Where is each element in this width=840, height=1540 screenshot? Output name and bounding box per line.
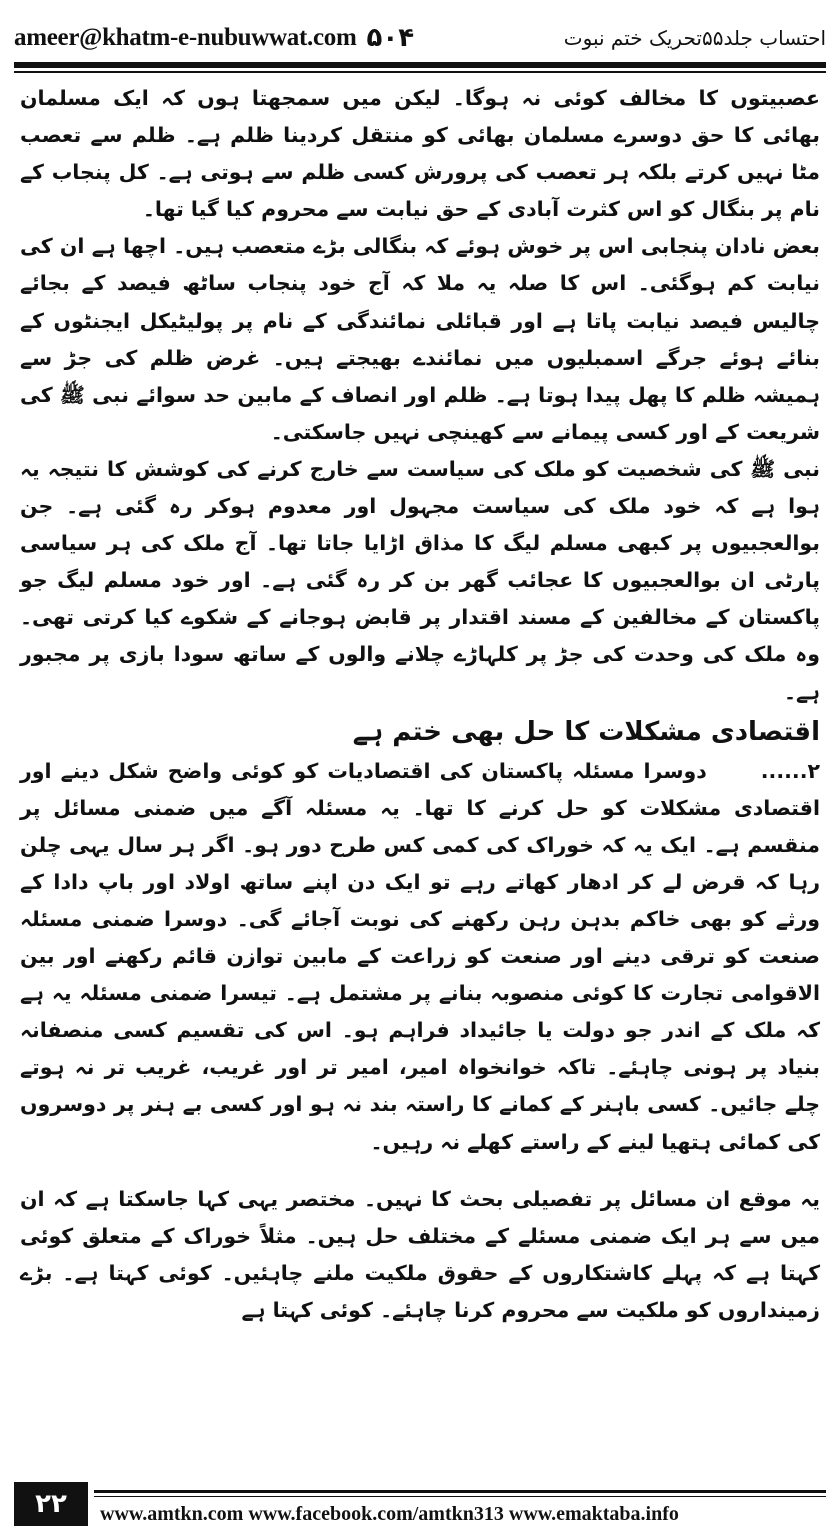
paragraph-3: نبی ﷺ کی شخصیت کو ملک کی سیاست سے خارج کرنے کی کوشش کا نتیجہ یہ ہوا ہے کہ خود ملک کی سیاست مجہول اور معدوم ہوکر رہ گئی ہے۔ جن بوالعجبیوں پر کبھی مسلم لیگ کا مذاق اڑایا جاتا تھا۔ آج ملک کی ہر سیاسی پارٹی ان بوالعجبیوں کا عجائب گھر بن کر رہ گئی ہے۔ اور خود مسلم لیگ جو پاکستان کے مخالفین کے مسند اقتدار پر قابض ہوجانے کے شکوے کیا کرتی تھی۔ وہ ملک کی وحدت کی جڑ پر کلہاڑے چلانے والوں کے ساتھ سودا بازی پر مجبور ہے۔ <box>20 456 820 704</box>
header-rule-thin <box>14 71 826 73</box>
paragraph-4-text: دوسرا مسئلہ پاکستان کی اقتصادیات کو کوئی واضح شکل دینے اور اقتصادی مشکلات کو حل کرنے کا تھا۔ یہ مسئلہ آگے میں ضمنی مسائل پر منقسم ہے۔ ایک یہ کہ خوراک کی کمی کس طرح دور ہو۔ اگر ہر سال یہی چلن رہا کہ قرض لے کر ادھار کھاتے رہے تو ایک دن اپنے ساتھ اولاد اور باپ دادا کے ورثے کو بھی خاکم بدہن رہن رکھنے کی نوبت آجائے گی۔ دوسرا ضمنی مسئلہ صنعت کو ترقی دینے اور صنعت کو زراعت کے مابین توازن قائم رکھنے اور بین الاقوامی تجارت کا کوئی منصوبہ بنانے پر مشتمل ہے۔ تیسرا ضمنی مسئلہ یہ ہے کہ ملک کے اندر جو دولت یا جائیداد فراہم ہو۔ اس کی تقسیم کسی منصفانہ بنیاد پر ہونی چاہئے۔ تاکہ خوانخواہ امیر، امیر تر اور غریب، غریب تر نہ ہوتے چلے جائیں۔ کسی باہنر کے کمانے کا راستہ بند نہ ہو اور کسی بے ہنر پر دوسروں کی کمائی ہتھیا لینے کے راستے کھلے نہ رہیں۔ <box>20 758 820 1154</box>
header-rule-thick <box>14 62 826 68</box>
footer-urls: www.amtkn.com www.facebook.com/amtkn313 www.emaktaba.info <box>100 1503 679 1525</box>
paragraph-5: یہ موقع ان مسائل پر تفصیلی بحث کا نہیں۔ مختصر یہی کہا جاسکتا ہے کہ ان میں سے ہر ایک ضمنی مسئلے کے مختلف حل ہیں۔ مثلاً خوراک کے متعلق کوئی کہتا ہے کہ پہلے کاشتکاروں کے حقوق ملکیت ملنے چاہئیں۔ کوئی کہتا ہے۔ بڑے زمینداروں کو ملکیت سے محروم کرنا چاہئے۔ کوئی کہتا ہے <box>20 1186 820 1322</box>
header-page-number: ۵۰۴ <box>366 23 415 53</box>
footer-page-number: ۲۲ <box>14 1482 88 1526</box>
footer-rule-thick <box>94 1490 826 1493</box>
header-left <box>14 23 414 53</box>
header-email: ameer@khatm-e-nubuwwat.com <box>14 24 357 51</box>
page-body <box>20 80 820 1329</box>
page-footer <box>14 1482 826 1526</box>
page-header <box>14 18 826 58</box>
paragraph-4 <box>20 753 820 1161</box>
paragraph-2: بعض نادان پنجابی اس پر خوش ہوئے کہ بنگالی بڑے متعصب ہیں۔ اچھا ہے ان کی نیابت کم ہوگئی۔ اس کا صلہ یہ ملا کہ آج خود پنجاب ساٹھ فیصد کے بجائے چالیس فیصد نیابت پاتا ہے اور قبائلی نمائندگی کے نام پر پولیٹیکل ایجنٹوں کے بنائے ہوئے جرگے اسمبلیوں میں نمائندے بھیجتے ہیں۔ غرض ظلم کی جڑ سے ہمیشہ ظلم کا پھل پیدا ہوتا ہے۔ ظلم اور انصاف کے مابین حد سوائے نبی ﷺ کی شریعت کے اور کسی پیمانے سے کھینچی نہیں جاسکتی۔ <box>20 234 820 444</box>
footer-rule-thin <box>94 1496 826 1497</box>
running-title: احتساب جلد۵۵تحریک ختم نبوت <box>563 26 826 50</box>
paragraph-spacer <box>20 1161 820 1181</box>
section-heading: اقتصادی مشکلات کا حل بھی ختم ہے <box>352 716 820 747</box>
paragraph-4-number: ۲...... <box>760 758 820 783</box>
paragraph-1: عصبیتوں کا مخالف کوئی نہ ہوگا۔ لیکن میں سمجھتا ہوں کہ ایک مسلمان بھائی کا حق دوسرے مسلمان بھائی کو منتقل کردینا ظلم ہے۔ ظلم سے تعصب مٹا نہیں کرتے بلکہ ہر تعصب کی پرورش کسی ظلم سے ہوتی ہے۔ کل پنجاب کے نام پر بنگال کو اس کثرت آبادی کے حق نیابت سے محروم کیا گیا تھا۔ <box>20 86 820 222</box>
